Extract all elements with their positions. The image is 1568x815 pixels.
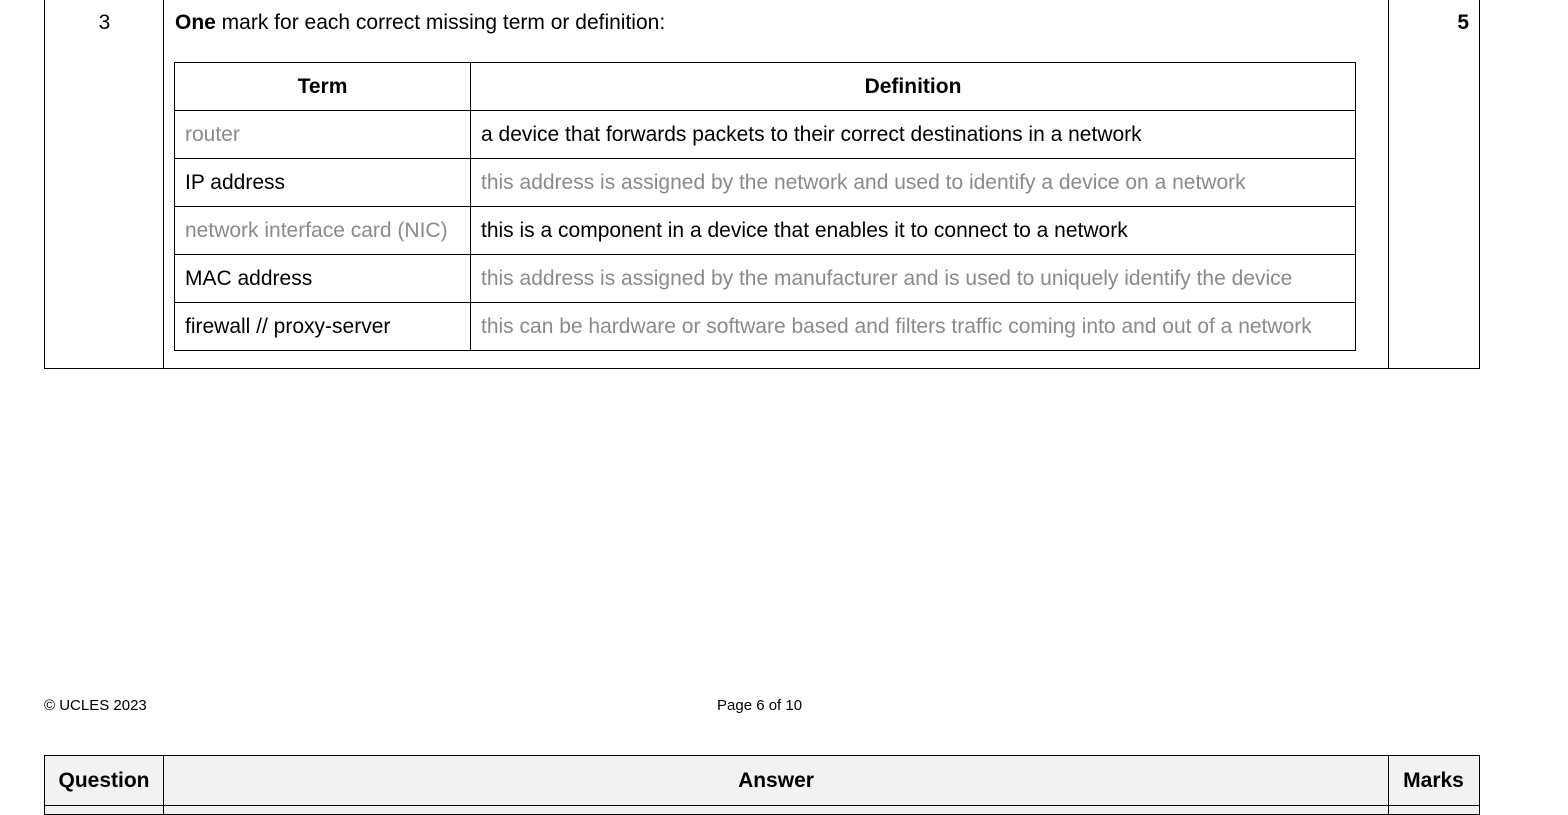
definition-header: Definition [471,63,1356,111]
table-row [175,159,1356,207]
intro-text: mark for each correct missing term or definition: [215,11,666,34]
term-definition-table [174,62,1356,351]
definition-cell: this can be hardware or software based and filters traffic coming into and out of a network [471,303,1356,351]
answer-intro [175,11,665,35]
question-header-label: Question [58,769,150,792]
definition-cell: a device that forwards packets to their correct destinations in a network [471,111,1356,159]
header-divider [45,805,1479,806]
term-cell: MAC address [175,255,471,303]
term-cell: router [175,111,471,159]
term-cell: firewall // proxy-server [175,303,471,351]
term-header: Term [175,63,471,111]
table-row [175,255,1356,303]
table-header-row [175,63,1356,111]
marks-value: 5 [1457,11,1469,34]
table-row [175,207,1356,255]
question-number: 3 [98,11,111,34]
next-page-table-header [44,755,1480,815]
intro-bold: One [175,11,216,34]
marks-column [1388,0,1479,368]
copyright-notice: © UCLES 2023 [44,697,147,714]
definition-cell: this address is assigned by the network and used to identify a device on a network [471,159,1356,207]
definition-cell: this address is assigned by the manufacturer and is used to uniquely identify the device [471,255,1356,303]
answer-header-label: Answer [738,769,814,792]
term-cell: network interface card (NIC) [175,207,471,255]
marks-header-label: Marks [1403,769,1464,792]
definition-cell: this is a component in a device that enables it to connect to a network [471,207,1356,255]
table-row [175,111,1356,159]
term-cell: IP address [175,159,471,207]
table-row [175,303,1356,351]
page-number: Page 6 of 10 [717,697,803,714]
question-column [45,0,164,368]
